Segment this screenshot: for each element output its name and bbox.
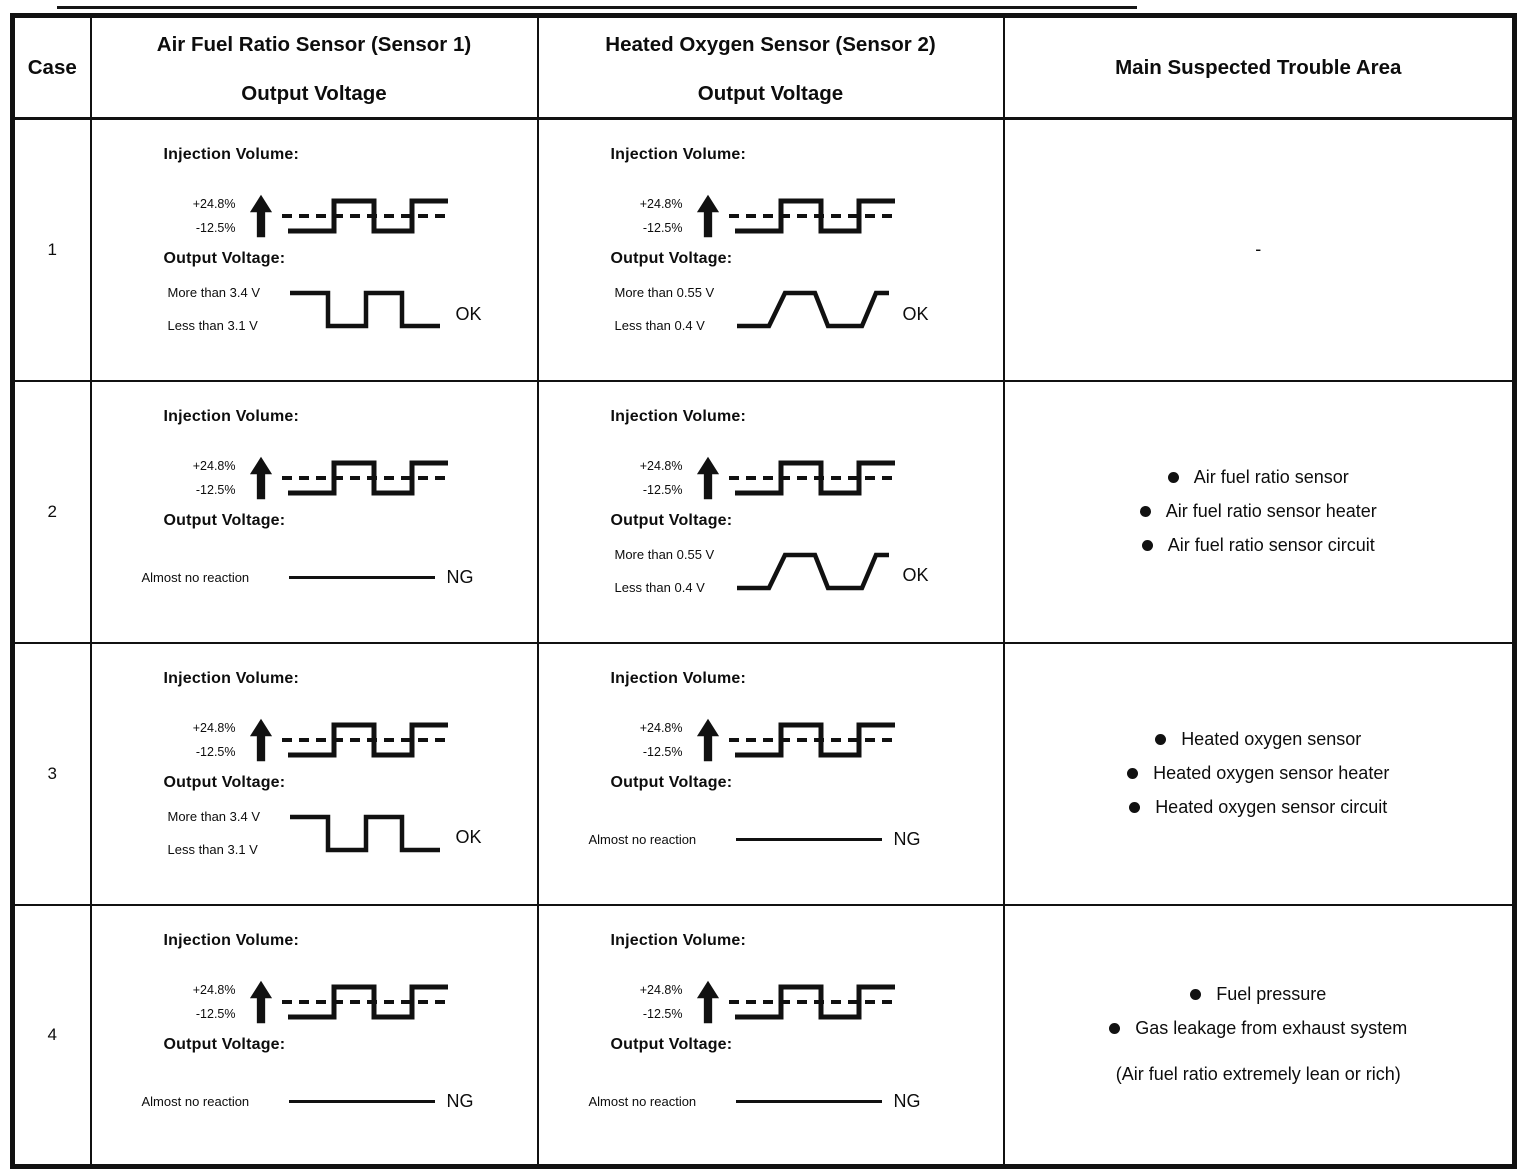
scan-artifact-line [57, 6, 1137, 9]
voltage-lower-label: Less than 0.4 V [614, 579, 705, 595]
injection-high-label: +24.8% [639, 720, 683, 735]
trouble-item [1129, 797, 1387, 818]
injection-waveform [176, 715, 537, 765]
header-sensor1 [91, 16, 538, 119]
output-voltage-label: Output Voltage: [163, 1035, 286, 1053]
voltage-upper-label: More than 0.55 V [614, 546, 715, 562]
bullet-icon [1168, 472, 1179, 483]
case-1-trouble-cell [1004, 119, 1515, 381]
injection-low-label: -12.5% [195, 744, 236, 759]
injection-high-label: +24.8% [192, 197, 236, 211]
case-2-trouble-cell [1004, 381, 1515, 643]
case-2-sensor1-cell [91, 381, 538, 643]
injection-square-wave-graphic [729, 191, 901, 241]
voltage-lower-label: Less than 0.4 V [614, 318, 705, 333]
bullet-icon [1127, 768, 1138, 779]
verdict-label: NG [893, 1090, 921, 1111]
output-voltage-label: Output Voltage: [610, 250, 733, 267]
up-arrow-icon [696, 979, 720, 1025]
trouble-item [1109, 1018, 1407, 1039]
injection-volume-label: Injection Volume: [163, 669, 300, 687]
trouble-item-text: Air fuel ratio sensor heater [1165, 501, 1377, 521]
trouble-item-text: Air fuel ratio sensor circuit [1167, 535, 1375, 555]
injection-volume-label: Injection Volume: [610, 931, 747, 949]
injection-high-label: +24.8% [192, 720, 236, 735]
trouble-item [1190, 984, 1326, 1005]
injection-square-wave-graphic [729, 453, 901, 503]
output-voltage-waveform [168, 285, 537, 333]
output-voltage-label: Output Voltage: [610, 773, 733, 791]
injection-waveform [176, 191, 537, 241]
verdict-label: OK [455, 827, 482, 847]
case-4-trouble-cell [1004, 905, 1515, 1167]
trouble-none-dash: - [1255, 239, 1262, 260]
diagnostic-table [10, 13, 1517, 1169]
case-1-sensor2-cell [538, 119, 1004, 381]
trouble-item-text: Heated oxygen sensor [1181, 729, 1362, 749]
bullet-icon [1140, 506, 1151, 517]
bullet-icon [1129, 802, 1140, 813]
bullet-icon [1142, 540, 1153, 551]
up-arrow-icon [696, 717, 720, 763]
verdict-label: OK [902, 303, 929, 324]
injection-waveform [623, 191, 1003, 241]
case-3-row [13, 643, 1515, 905]
case-4-row [13, 905, 1515, 1167]
trouble-item-text: Fuel pressure [1216, 984, 1327, 1005]
verdict-label: NG [446, 566, 474, 587]
trouble-item-text: Gas leakage from exhaust system [1135, 1018, 1408, 1039]
injection-low-label: -12.5% [642, 1006, 683, 1021]
case-2-number: 2 [13, 381, 91, 643]
case-3-trouble-cell [1004, 643, 1515, 905]
no-reaction-indicator [142, 1091, 537, 1112]
output-voltage-waveform [615, 547, 1003, 595]
injection-square-wave-graphic [282, 977, 454, 1027]
header-row [13, 16, 1515, 119]
bullet-icon [1109, 1023, 1120, 1034]
flat-line-graphic [736, 838, 882, 841]
case-1-row [13, 119, 1515, 381]
case-1-sensor1-cell [91, 119, 538, 381]
injection-square-wave-graphic [729, 977, 901, 1027]
trouble-item-text: Heated oxygen sensor circuit [1155, 797, 1388, 817]
output-voltage-label: Output Voltage: [163, 250, 286, 267]
trouble-item-text: Air fuel ratio sensor [1193, 467, 1349, 487]
voltage-upper-label: More than 3.4 V [167, 285, 260, 300]
injection-waveform [623, 453, 1003, 503]
trouble-note: (Air fuel ratio extremely lean or rich) [1115, 1064, 1401, 1085]
no-reaction-label: Almost no reaction [141, 1093, 250, 1109]
injection-high-label: +24.8% [192, 458, 236, 473]
case-1-number: 1 [13, 119, 91, 381]
flat-line-graphic [289, 1100, 435, 1103]
injection-low-label: -12.5% [195, 482, 236, 497]
header-sensor1-subtitle: Output Voltage [241, 82, 387, 105]
injection-square-wave-graphic [729, 715, 901, 765]
no-reaction-indicator [589, 1091, 1003, 1112]
injection-waveform [623, 715, 1003, 765]
injection-low-label: -12.5% [195, 1006, 236, 1021]
output-trapezoid-wave-graphic [735, 286, 891, 332]
injection-waveform [176, 977, 537, 1027]
case-4-sensor2-cell [538, 905, 1004, 1167]
flat-line-graphic [736, 1100, 882, 1103]
header-case [13, 16, 91, 119]
output-square-wave-graphic [288, 810, 444, 856]
case-4-sensor1-cell [91, 905, 538, 1167]
injection-volume-label: Injection Volume: [163, 407, 300, 425]
case-4-number: 4 [13, 905, 91, 1167]
case-3-sensor2-cell [538, 643, 1004, 905]
injection-volume-label: Injection Volume: [610, 669, 747, 687]
no-reaction-indicator [142, 567, 537, 588]
case-3-number: 3 [13, 643, 91, 905]
verdict-label: OK [902, 565, 929, 585]
output-voltage-label: Output Voltage: [610, 511, 733, 529]
up-arrow-icon [696, 455, 720, 501]
up-arrow-icon [249, 717, 273, 763]
header-sensor2-subtitle: Output Voltage [697, 82, 844, 105]
flat-line-graphic [289, 576, 435, 579]
header-trouble-label: Main Suspected Trouble Area [1115, 55, 1402, 79]
output-voltage-waveform [168, 809, 537, 857]
header-case-label: Case [27, 55, 77, 79]
injection-waveform [623, 977, 1003, 1027]
trouble-item [1140, 501, 1377, 522]
trouble-item [1142, 535, 1375, 556]
injection-low-label: -12.5% [642, 221, 683, 235]
injection-square-wave-graphic [282, 453, 454, 503]
voltage-lower-label: Less than 3.1 V [167, 841, 258, 857]
output-voltage-label: Output Voltage: [610, 1035, 733, 1053]
injection-high-label: +24.8% [639, 197, 683, 211]
injection-volume-label: Injection Volume: [610, 407, 747, 425]
trouble-item [1168, 467, 1349, 488]
no-reaction-indicator [589, 829, 1003, 850]
voltage-lower-label: Less than 3.1 V [167, 318, 258, 333]
output-trapezoid-wave-graphic [735, 548, 891, 594]
up-arrow-icon [249, 455, 273, 501]
bullet-icon [1155, 734, 1166, 745]
verdict-label: NG [893, 828, 921, 849]
output-square-wave-graphic [288, 286, 444, 332]
injection-volume-label: Injection Volume: [163, 931, 300, 949]
injection-square-wave-graphic [282, 715, 454, 765]
up-arrow-icon [249, 193, 273, 239]
output-voltage-label: Output Voltage: [163, 511, 286, 529]
injection-volume-label: Injection Volume: [610, 146, 747, 163]
bullet-icon [1190, 989, 1201, 1000]
injection-waveform [176, 453, 537, 503]
case-3-sensor1-cell [91, 643, 538, 905]
up-arrow-icon [249, 979, 273, 1025]
injection-high-label: +24.8% [639, 458, 683, 473]
header-sensor2 [538, 16, 1004, 119]
no-reaction-label: Almost no reaction [588, 1093, 697, 1109]
output-voltage-label: Output Voltage: [163, 773, 286, 791]
verdict-label: OK [455, 303, 482, 324]
header-sensor2-title: Heated Oxygen Sensor (Sensor 2) [605, 33, 936, 56]
no-reaction-label: Almost no reaction [588, 831, 697, 847]
injection-low-label: -12.5% [642, 482, 683, 497]
output-voltage-waveform [615, 285, 1003, 333]
header-sensor1-title: Air Fuel Ratio Sensor (Sensor 1) [156, 33, 472, 56]
injection-square-wave-graphic [282, 191, 454, 241]
trouble-item [1127, 763, 1389, 784]
trouble-item-text: Heated oxygen sensor heater [1153, 763, 1390, 783]
up-arrow-icon [696, 193, 720, 239]
trouble-item [1155, 729, 1361, 750]
verdict-label: NG [446, 1090, 474, 1111]
injection-high-label: +24.8% [192, 982, 236, 997]
case-2-sensor2-cell [538, 381, 1004, 643]
injection-high-label: +24.8% [639, 982, 683, 997]
voltage-upper-label: More than 3.4 V [167, 808, 260, 824]
case-2-row [13, 381, 1515, 643]
injection-low-label: -12.5% [195, 221, 236, 235]
voltage-upper-label: More than 0.55 V [614, 285, 715, 300]
no-reaction-label: Almost no reaction [141, 569, 250, 585]
injection-volume-label: Injection Volume: [163, 146, 300, 163]
header-trouble [1004, 16, 1515, 119]
injection-low-label: -12.5% [642, 744, 683, 759]
